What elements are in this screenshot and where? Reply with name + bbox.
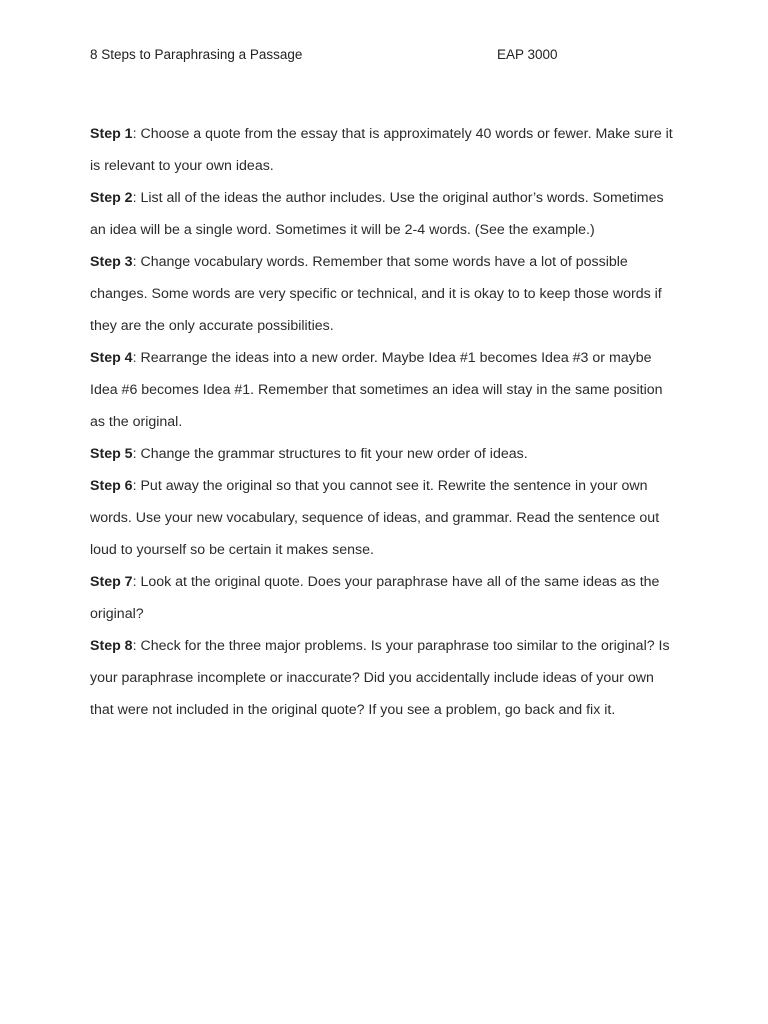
step-label: Step 5	[90, 446, 133, 462]
step-text: : Check for the three major problems. Is your paraphrase too similar to the original? Is your paraphrase incomplete or inaccurate? Did you accidentally include ideas of your own that were not included in the original quote? If you see a problem, go back and fix it.	[90, 638, 670, 718]
step-item-3	[90, 246, 680, 342]
step-label: Step 8	[90, 638, 133, 654]
step-label: Step 2	[90, 190, 133, 206]
step-item-5	[90, 438, 680, 470]
step-text: : Put away the original so that you cannot see it. Rewrite the sentence in your own words. Use your new vocabulary, sequence of ideas, and grammar. Read the sentence out loud to yourself so be certain it makes sense.	[90, 478, 660, 558]
step-label: Step 6	[90, 478, 133, 494]
step-item-6	[90, 470, 680, 566]
step-label: Step 3	[90, 254, 133, 270]
step-text: : Choose a quote from the essay that is approximately 40 words or fewer. Make sure it is relevant to your own ideas.	[90, 126, 673, 174]
steps-list	[90, 118, 680, 726]
step-item-7	[90, 566, 680, 630]
document-title: 8 Steps to Paraphrasing a Passage	[90, 47, 303, 62]
step-label: Step 4	[90, 350, 133, 366]
step-label: Step 7	[90, 574, 133, 590]
step-item-8	[90, 630, 680, 726]
step-item-1	[90, 118, 680, 182]
step-item-2	[90, 182, 680, 246]
step-text: : Look at the original quote. Does your paraphrase have all of the same ideas as the original?	[90, 574, 660, 622]
step-item-4	[90, 342, 680, 438]
step-text: : List all of the ideas the author includes. Use the original author’s words. Sometimes an idea will be a single word. Sometimes it will be 2-4 words. (See the example.)	[90, 190, 664, 238]
course-code: EAP 3000	[497, 47, 558, 62]
step-label: Step 1	[90, 126, 133, 142]
step-text: : Change vocabulary words. Remember that some words have a lot of possible changes. Some words are very specific or technical, and it is okay to to keep those words if they are the only accurate possibilities.	[90, 254, 662, 334]
step-text: : Rearrange the ideas into a new order. Maybe Idea #1 becomes Idea #3 or maybe Idea #6 becomes Idea #1. Remember that sometimes an idea will stay in the same position as the original.	[90, 350, 663, 430]
page-header	[90, 46, 690, 66]
step-text: : Change the grammar structures to fit your new order of ideas.	[132, 446, 528, 462]
